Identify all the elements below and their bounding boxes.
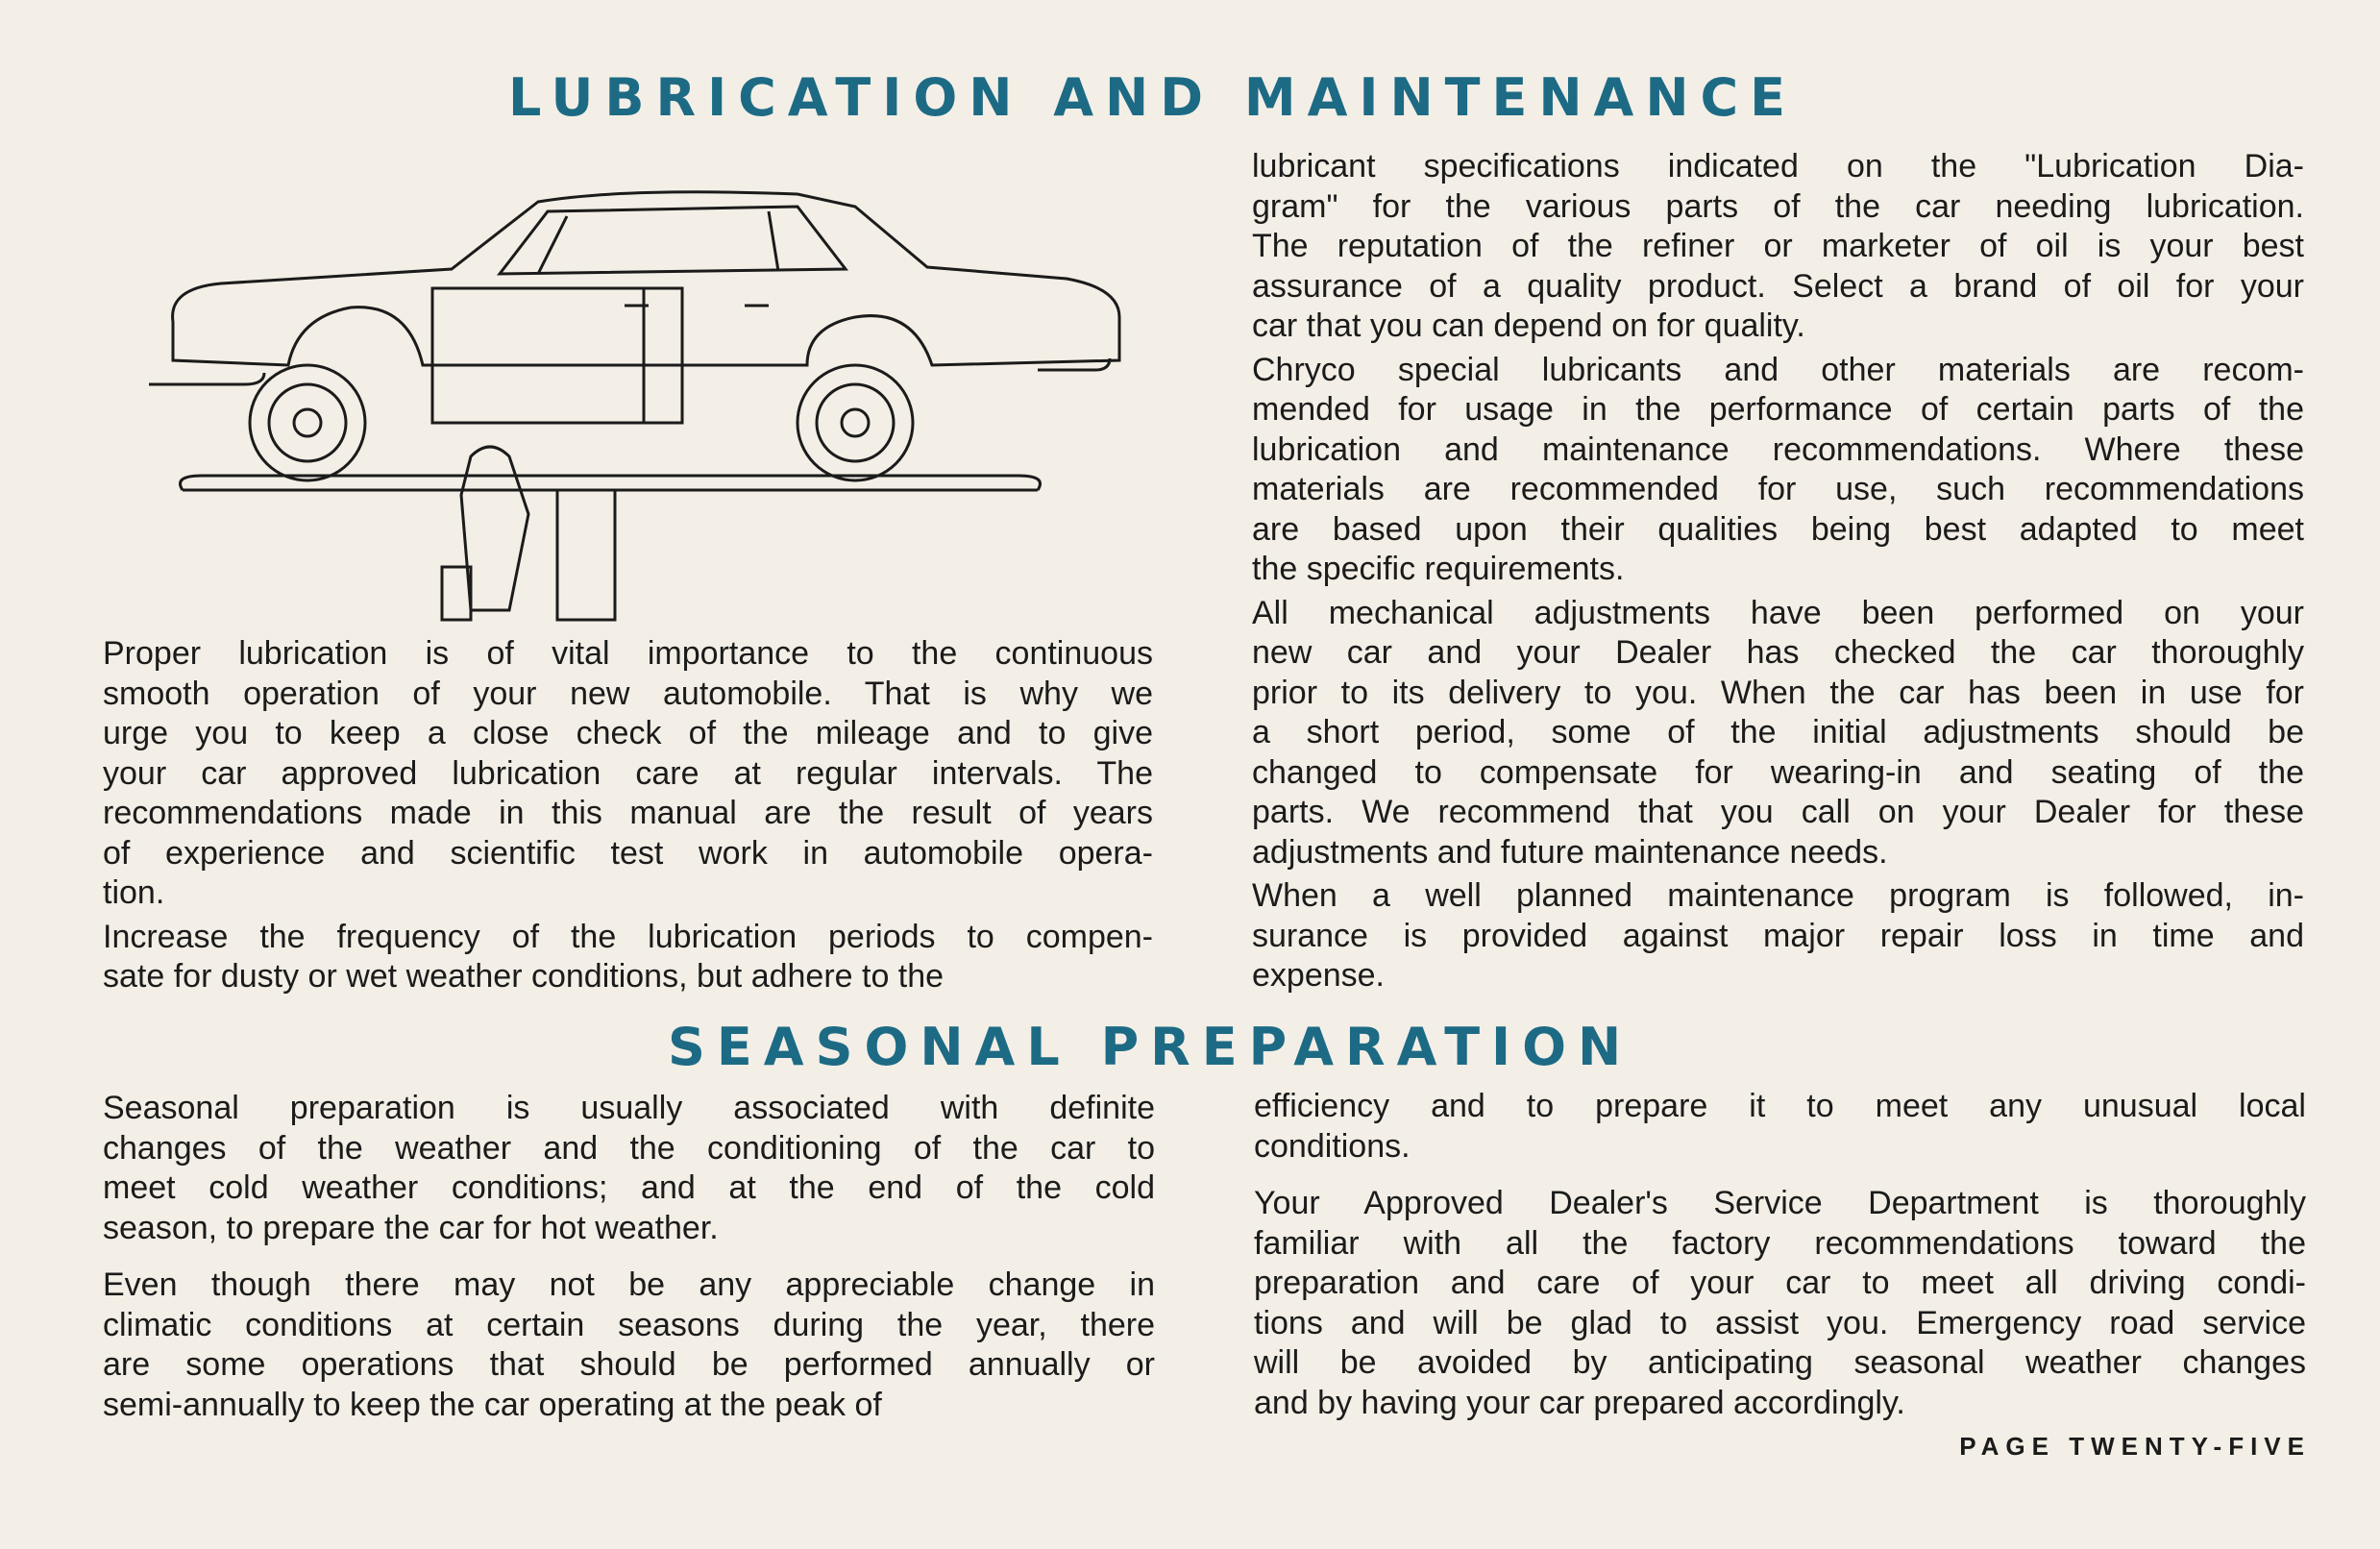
text-line: Even though there may not be any appreciable change in [103, 1266, 1155, 1303]
lubrication-left-column [103, 634, 1153, 1001]
text-line: When a well planned maintenance program is followed, in- [1252, 877, 2304, 914]
text-line: changed to compensate for wearing-in and seating of the [1252, 753, 2304, 791]
paragraph [103, 1266, 1155, 1425]
text-line: assurance of a quality product. Select a brand of oil for your [1252, 267, 2304, 305]
text-line: are based upon their qualities being best adapted to meet [1252, 510, 2304, 548]
text-line: Seasonal preparation is usually associated with definite [103, 1090, 1155, 1126]
text-line: materials are recommended for use, such recommendations [1252, 471, 2304, 507]
text-line: meet cold weather conditions; and at the end of the cold [103, 1169, 1155, 1206]
text-line: Chryco special lubricants and other materials are recom- [1252, 351, 2304, 388]
text-line: smooth operation of your new automobile. That is why we [103, 675, 1153, 712]
text-line: car that you can depend on for quality. [1252, 307, 1805, 344]
lubrication-right-column [1252, 147, 2304, 1000]
text-line: lubricant specifications indicated on the "Lubrication Dia- [1252, 148, 2304, 184]
lubrication-heading: LUBRICATION AND MAINTENANCE [508, 67, 1798, 128]
text-line: and by having your car prepared accordingly. [1254, 1384, 1905, 1421]
paragraph [1252, 594, 2304, 873]
text-line: gram" for the various parts of the car needing lubrication. [1252, 187, 2304, 225]
text-line: All mechanical adjustments have been performed on your [1252, 594, 2304, 631]
text-line: adjustments and future maintenance needs. [1252, 833, 1888, 871]
text-line: a short period, some of the initial adjustments should be [1252, 714, 2304, 750]
page-number: PAGE TWENTY-FIVE [1959, 1432, 2311, 1461]
text-line: conditions. [1254, 1127, 1411, 1165]
text-line: surance is provided against major repair loss in time and [1252, 917, 2304, 954]
text-line: expense. [1252, 957, 1385, 994]
text-line: are some operations that should be performed annually or [103, 1346, 1155, 1383]
paragraph [1252, 147, 2304, 347]
paragraph [103, 918, 1153, 997]
text-line: familiar with all the factory recommendations toward the [1254, 1224, 2306, 1262]
text-line: climatic conditions at certain seasons during the year, there [103, 1306, 1155, 1343]
text-line: preparation and care of your car to meet all driving condi- [1254, 1265, 2306, 1301]
text-line: will be avoided by anticipating seasonal weather changes [1254, 1344, 2306, 1381]
text-line: the specific requirements. [1252, 551, 1625, 587]
paragraph [103, 634, 1153, 914]
paragraph [1254, 1184, 2306, 1423]
text-line: your car approved lubrication care at regular intervals. The [103, 754, 1153, 792]
text-line: recommendations made in this manual are the result of years [103, 795, 1153, 831]
text-line: mended for usage in the performance of certain parts of the [1252, 391, 2304, 428]
car-on-lift-illustration [144, 183, 1134, 625]
text-line: prior to its delivery to you. When the car has been in use for [1252, 674, 2304, 711]
text-line: of experience and scientific test work in automobile opera- [103, 834, 1153, 872]
text-line: changes of the weather and the conditioning of the car to [103, 1129, 1155, 1167]
text-line: efficiency and to prepare it to meet any unusual local [1254, 1088, 2306, 1124]
paragraph [103, 1089, 1155, 1248]
seasonal-right-column [1254, 1087, 2306, 1427]
text-line: The reputation of the refiner or marketer of oil is your best [1252, 228, 2304, 264]
text-line: Your Approved Dealer's Service Department is thoroughly [1254, 1185, 2306, 1221]
text-line: sate for dusty or wet weather conditions, but adhere to the [103, 958, 945, 995]
seasonal-heading: SEASONAL PREPARATION [668, 1017, 1633, 1077]
text-line: tion. [103, 874, 165, 911]
text-line: Increase the frequency of the lubrication periods to compen- [103, 918, 1153, 955]
text-line: lubrication and maintenance recommendations. Where these [1252, 430, 2304, 468]
text-line: urge you to keep a close check of the mileage and to give [103, 715, 1153, 751]
text-line: new car and your Dealer has checked the car thoroughly [1252, 634, 2304, 671]
seasonal-left-column [103, 1089, 1155, 1429]
text-line: season, to prepare the car for hot weather. [103, 1209, 719, 1246]
paragraph [1252, 876, 2304, 996]
text-line: tions and will be glad to assist you. Emergency road service [1254, 1304, 2306, 1341]
paragraph [1254, 1087, 2306, 1167]
paragraph [1252, 351, 2304, 590]
text-line: Proper lubrication is of vital importance to the continuous [103, 635, 1153, 672]
text-line: semi-annually to keep the car operating at the peak of [103, 1386, 882, 1423]
text-line: parts. We recommend that you call on your Dealer for these [1252, 794, 2304, 830]
